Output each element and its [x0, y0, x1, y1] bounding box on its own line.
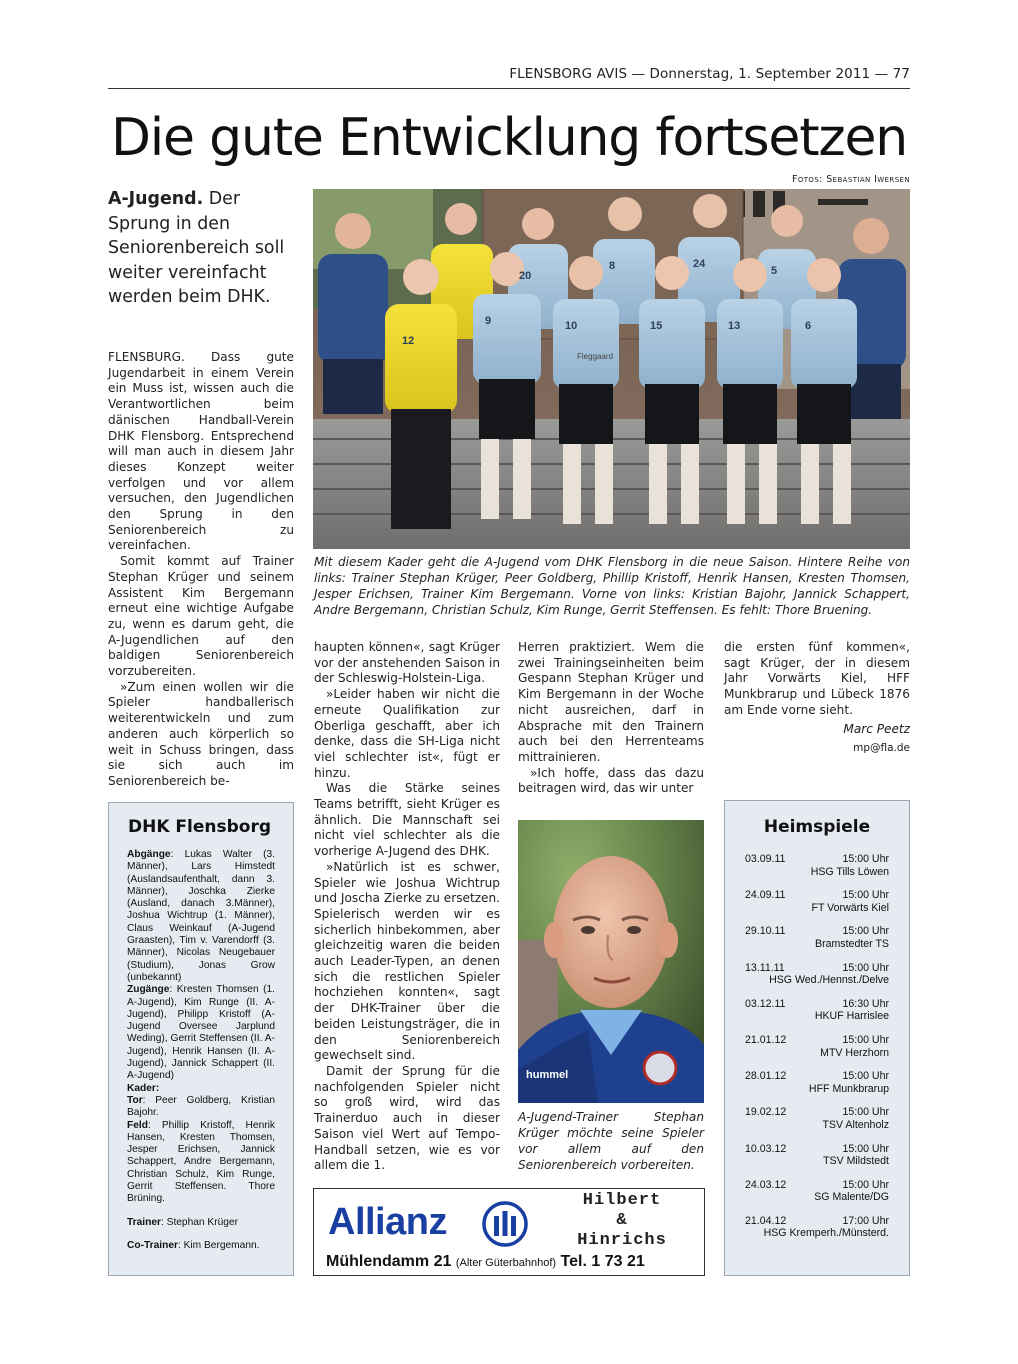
label-trainer: Trainer	[127, 1216, 161, 1228]
game-entry	[745, 889, 889, 914]
game-date: 19.02.12	[745, 1106, 787, 1119]
jersey-number: 10	[565, 320, 578, 332]
shirt-sponsor: Fleggaard	[577, 352, 614, 361]
author-email[interactable]: mp@fla.de	[853, 742, 910, 754]
game-opponent: TSV Mildstedt	[823, 1155, 889, 1168]
paragraph: die ersten fünf kommen«, sagt Krüger, der in diesem Jahr Vorwärts Kiel, HFF Munkbrarup und Lübeck 1876 am Ende vorne sieht.	[724, 640, 910, 717]
game-time: 15:00 Uhr	[842, 961, 889, 974]
game-time: 16:30 Uhr	[842, 997, 889, 1010]
game-entry	[745, 1106, 889, 1131]
game-opponent: HFF Munkbrarup	[808, 1082, 889, 1095]
page-header: FLENSBORG AVIS — Donnerstag, 1. September 2011 — 77	[509, 66, 910, 82]
allianz-ad[interactable]	[313, 1188, 705, 1276]
game-entry	[745, 925, 889, 950]
coach-caption: A-Jugend-Trainer Stephan Krüger möchte seine Spieler vor allem auf den Seniorenbereich vorbereiten.	[518, 1110, 704, 1172]
ad-brand: Allianz	[328, 1201, 447, 1243]
label-cotrainer: Co-Trainer	[127, 1239, 178, 1251]
team-photo-image	[313, 189, 910, 549]
game-time: 15:00 Uhr	[842, 1106, 889, 1119]
abgaenge-text: : Lukas Walter (3. Männer), Lars Himstedt (Auslandsaufenthalt, dann 3. Männer), Joschka Zierke (Ausland, danach 3.Männer), Joshua Wichtrup (1. Männer), Claus Weinkauf (A-Jugend Graasten), Tim v. Varendorff (3. Männer), Nicolas Neugebauer (Studium), Jonas Grow (unbekannt)	[127, 849, 275, 983]
game-opponent: MTV Herzhorn	[820, 1046, 889, 1059]
jacket-brand: hummel	[526, 1069, 569, 1081]
photo-credit: Fotos: Sebastian Iwersen	[791, 174, 910, 185]
byline: Marc Peetz	[843, 722, 910, 736]
paragraph: »Natürlich ist es schwer, Spieler wie Joshua Wichtrup und Joscha Zierke zu ersetzen. Spielerisch werden wir es sicherlich hinbekommen, aber gleichzeitig waren die beiden auch Leader-Typen, an denen sich die restlichen Spieler hochziehen konnten«, sagt der DHK-Trainer über die beiden Leistungsträger, die in den Seniorenbereich gewechselt sind.	[314, 859, 500, 1063]
game-entry	[745, 1143, 889, 1168]
game-date: 29.10.11	[745, 925, 786, 938]
paragraph: Herren praktiziert. Wem die zwei Trainingseinheiten beim Gespann Stephan Krüger und Kim Bergemann in der Woche nicht ausreichen, darf in Absprache mit den Trainern auch bei den Herrenteams mittrainieren.	[518, 640, 704, 764]
game-date: 24.03.12	[745, 1178, 787, 1191]
game-entry	[745, 1070, 889, 1095]
game-time: 15:00 Uhr	[842, 925, 889, 938]
ad-address: Mühlendamm 21	[326, 1253, 456, 1270]
jersey-number: 15	[650, 320, 663, 332]
game-opponent: SG Malente/DG	[814, 1191, 889, 1204]
game-date: 03.12.11	[745, 997, 786, 1010]
ad-agency-line: &	[616, 1211, 628, 1230]
photo-caption: Mit diesem Kader geht die A-Jugend vom DHK Flensborg in die neue Saison. Hintere Reihe von links: Trainer Stephan Krüger, Peer Goldberg, Phillip Kristoff, Henrik Hansen, Kresten Thomsen, Jesper Erichsen, Trainer Kim Bergemann. Vorne von links: Kristian Bajohr, Jannick Schappert, Andre Bergemann, Christian Schulz, Kim Runge, Gerrit Steffensen. Es fehlt: Thore Bruening.	[314, 555, 910, 617]
ad-agency	[546, 1191, 698, 1251]
ad-agency-line: Hilbert	[582, 1191, 662, 1210]
allianz-logo-icon	[482, 1201, 528, 1247]
header-rule	[108, 88, 910, 89]
teaser-kicker: A-Jugend.	[108, 189, 204, 209]
teaser-text: Der Sprung in den Seniorenbereich soll weiter vereinfacht werden beim DHK.	[108, 189, 285, 307]
label-kader: Kader:	[127, 1082, 160, 1094]
coach-photo	[518, 820, 704, 1103]
game-opponent: FT Vorwärts Kiel	[811, 901, 889, 914]
game-time: 15:00 Uhr	[842, 1142, 889, 1155]
jersey-number: 13	[728, 320, 741, 332]
zugaenge-text: : Kresten Thomsen (1. A-Jugend), Kim Runge (II. A-Jugend), Philipp Kristoff (A-Jugend Oversee Jarplund Weding), Gerrit Steffensen (II. A-Jugend), Henrik Hansen (II. A-Jugend), Jannick Schappert (II. A-Jugend)	[127, 984, 275, 1082]
coach-photo-image	[518, 820, 704, 1103]
game-entry	[745, 1034, 889, 1059]
game-time: 15:00 Uhr	[842, 889, 889, 902]
game-opponent: HSG Wed./Hennst./Delve	[769, 974, 889, 987]
box-title: DHK Flensborg	[128, 817, 272, 837]
paragraph: »Zum einen wollen wir die Spieler handballerisch weiterentwickeln und zum anderen auch körperlich so weit in Schuss bringen, dass sie sich auch im Seniorenbereich be-	[108, 679, 294, 788]
game-time: 15:00 Uhr	[842, 1178, 889, 1191]
game-time: 17:00 Uhr	[842, 1214, 889, 1227]
dhk-flensborg-box	[108, 802, 294, 1276]
cotrainer-text: : Kim Bergemann.	[177, 1239, 260, 1251]
article-column-3	[518, 640, 704, 797]
ad-phone: Tel. 1 73 21	[556, 1253, 645, 1270]
headline: Die gute Entwicklung fortsetzen	[110, 108, 908, 168]
paragraph: haupten können«, sagt Krüger vor der anstehenden Saison in der Schleswig-Holstein-Liga.	[314, 640, 500, 686]
jersey-number: 12	[402, 335, 415, 347]
game-date: 13.11.11	[745, 961, 785, 974]
teaser	[108, 187, 298, 310]
game-entry	[745, 1179, 889, 1204]
game-entry	[745, 1215, 889, 1240]
paragraph: Was die Stärke seines Teams betrifft, sieht Krüger es ähnlich. Die Mannschaft sei nicht viel schlechter als die vorherige A-Jugend des DHK.	[314, 781, 500, 859]
heimspiele-box	[724, 800, 910, 1276]
game-opponent: HKUF Harrislee	[814, 1010, 889, 1023]
label-zugaenge: Zugänge	[127, 984, 170, 996]
game-entry	[745, 998, 889, 1023]
jersey-number: 24	[693, 258, 706, 270]
game-date: 28.01.12	[745, 1070, 787, 1083]
tor-text: : Peer Goldberg, Kristian Bajohr.	[127, 1094, 275, 1119]
jersey-number: 6	[805, 320, 812, 332]
paragraph: Somit kommt auf Trainer Stephan Krüger und seinem Assistent Kim Bergemann erneut eine wichtige Aufgabe zu, wenn es darum geht, die A-Jugendlichen auf den baldigen Seniorenbereich vorzubereiten.	[108, 554, 294, 679]
article-column-1	[108, 350, 294, 790]
game-entry	[745, 853, 889, 878]
ad-agency-line: Hinrichs	[577, 1231, 667, 1250]
box-title: Heimspiele	[763, 817, 871, 837]
box-facts	[127, 849, 275, 1252]
label-abgaenge: Abgänge	[127, 849, 171, 860]
jersey-number: 9	[485, 315, 492, 327]
label-tor: Tor	[127, 1094, 143, 1106]
trainer-text: : Stephan Krüger	[160, 1216, 239, 1228]
paragraph: »Leider haben wir nicht die erneute Qualifikation zur Oberliga geschafft, aber ich denke, dass die SH-Liga nicht viel schlechter ist«, fügt er hinzu.	[314, 687, 500, 780]
game-time: 15:00 Uhr	[842, 853, 889, 865]
feld-text: : Phillip Kristoff, Henrik Hansen, Kresten Thomsen, Jesper Erichsen, Jannick Schappert, Andre Bergemann, Christian Schulz, Kim Runge, Gerrit Steffensen. Thore Brüning.	[127, 1119, 275, 1205]
jersey-number: 20	[519, 270, 532, 282]
paragraph: »Ich hoffe, dass das dazu beitragen wird, das wir unter	[518, 765, 704, 796]
game-time: 15:00 Uhr	[842, 1033, 889, 1046]
ad-contact	[326, 1253, 645, 1271]
jersey-number: 5	[771, 265, 778, 277]
game-opponent: HSG Kremperh./Münsterd.	[763, 1227, 889, 1240]
game-date: 21.01.12	[745, 1033, 787, 1046]
game-date: 03.09.11	[745, 853, 786, 865]
game-opponent: TSV Altenholz	[822, 1118, 889, 1131]
game-time: 15:00 Uhr	[842, 1070, 889, 1083]
team-photo	[313, 189, 910, 549]
game-opponent: HSG Tills Löwen	[810, 865, 889, 878]
label-feld: Feld	[127, 1119, 148, 1131]
game-date: 21.04.12	[745, 1214, 787, 1227]
game-date: 24.09.11	[745, 889, 786, 902]
game-date: 10.03.12	[745, 1142, 787, 1155]
article-column-4	[724, 640, 910, 719]
games-list	[745, 853, 889, 1240]
paragraph: FLENSBURG. Dass gute Jugendarbeit in einem Verein ein Muss ist, wissen auch die Verantwortlichen beim dänischen Handball-Verein DHK Flensborg. Entsprechend will man auch in diesem Jahr dieses Konzept weiter verfolgen und vor allem versuchen, den Jugendlichen den Sprung in den Seniorenbereich zu vereinfachen.	[108, 350, 294, 553]
article-column-2	[314, 640, 500, 1174]
game-opponent: Bramstedter TS	[815, 937, 889, 950]
paragraph: Damit der Sprung für die nachfolgenden Spieler nicht so groß wird, wird das Trainerduo auch in dieser Saison viel Wert auf Tempo-Handball setzen, wie es vor allem die 1.	[314, 1063, 500, 1173]
ad-address-note: (Alter Güterbahnhof)	[455, 1257, 557, 1269]
jersey-number: 8	[609, 260, 616, 272]
game-entry	[745, 962, 889, 987]
